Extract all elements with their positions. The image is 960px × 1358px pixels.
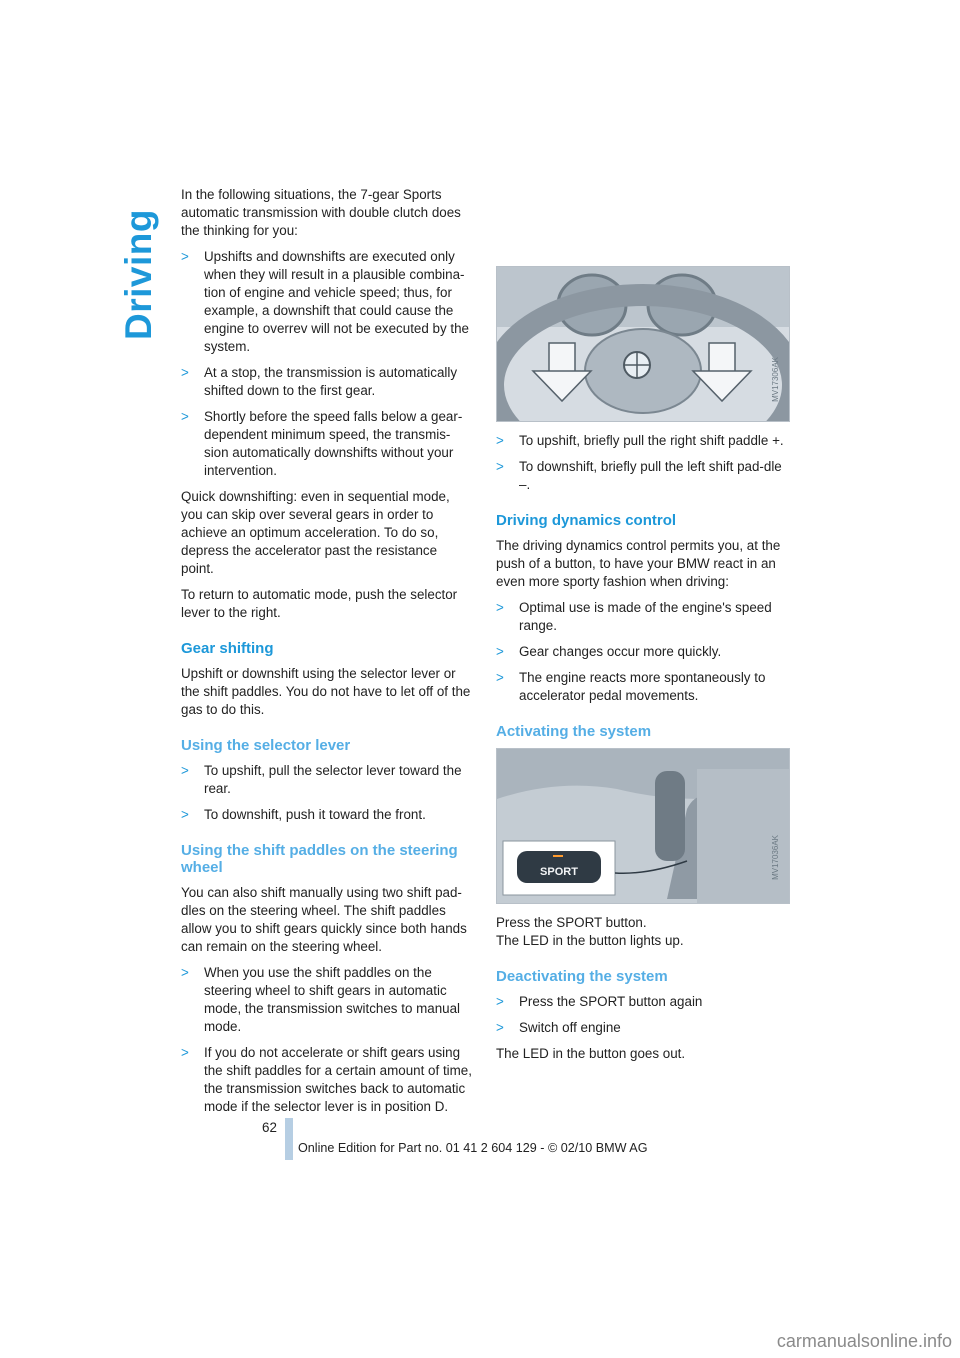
list-item: > To upshift, pull the selector lever toward the rear. [181, 763, 462, 796]
driving-dynamics-heading: Driving dynamics control [496, 512, 677, 529]
list-item: > To downshift, briefly pull the left shift pad-dle –. [496, 459, 782, 492]
sport-label: SPORT [540, 866, 578, 878]
led-off-text: The LED in the button goes out. [496, 1046, 686, 1061]
bullet-marker: > [496, 670, 504, 685]
image-code: MV17306AK [771, 357, 780, 402]
activating-heading: Activating the system [496, 723, 652, 740]
return-auto-paragraph: To return to automatic mode, push the selector lever to the right. [181, 587, 458, 620]
list-item: > Switch off engine [496, 1020, 621, 1035]
watermark: carmanualsonline.info [776, 1331, 952, 1351]
led-on-text: The LED in the button lights up. [496, 933, 684, 948]
section-title-text: Driving [118, 209, 159, 340]
list-item: > If you do not accelerate or shift gears using the shift paddles for a certain amount of time, the transmission switches back to automatic mode if the selector lever is in position D. [181, 1045, 472, 1114]
section-title [112, 209, 159, 340]
selector-lever-heading: Using the selector lever [181, 737, 351, 754]
list-item: > Optimal use is made of the engine's speed range. [496, 600, 772, 633]
list-item: > Shortly before the speed falls below a gear-dependent minimum speed, the transmis-sion automatically downshifts without your intervention. [181, 409, 463, 478]
quick-downshift-paragraph: Quick downshifting: even in sequential mode, you can skip over several gears in order to achieve an optimum acceleration. To do so, depress the accelerator past the resistance point. [181, 489, 450, 576]
bullet-marker: > [496, 994, 504, 1009]
driving-dynamics-paragraph: The driving dynamics control permits you, at the push of a button, to have your BMW react in an even more sporty fashion when driving: [496, 538, 781, 589]
list-item: > Upshifts and downshifts are executed only when they will result in a plausible combina-tion of engine and vehicle speed; thus, for example, a downshift that could cause the engine to overrev will not be executed by the system. [181, 249, 470, 354]
shift-paddles-heading: Using the shift paddles on the steering wheel [181, 842, 458, 876]
list-item: > Press the SPORT button again [496, 994, 703, 1009]
bullet-marker: > [496, 1020, 504, 1035]
right-column [496, 222, 788, 1071]
left-column [181, 186, 473, 1124]
sport-button-image [496, 748, 790, 904]
bullet-marker: > [496, 600, 504, 615]
shift-paddles-paragraph: You can also shift manually using two shift pad-dles on the steering wheel. The shift paddles allow you to shift gears quickly since both hands can remain on the steering wheel. [181, 885, 467, 954]
page-number: 62 [262, 1120, 277, 1135]
image-code: MV17036AK [771, 835, 780, 880]
deactivating-heading: Deactivating the system [496, 968, 668, 985]
list-item: > At a stop, the transmission is automatically shifted down to the first gear. [181, 365, 458, 398]
intro-paragraph: In the following situations, the 7-gear Sports automatic transmission with double clutch does the thinking for you: [181, 187, 461, 238]
bullet-marker: > [496, 644, 504, 659]
gear-shifting-heading: Gear shifting [181, 640, 274, 657]
bullet-marker: > [181, 1045, 189, 1060]
bullet-marker: > [181, 763, 189, 778]
list-item: > The engine reacts more spontaneously to accelerator pedal movements. [496, 670, 766, 703]
list-item: > To upshift, briefly pull the right shift paddle +. [496, 433, 784, 448]
list-item: > Gear changes occur more quickly. [496, 644, 722, 659]
press-sport-text: Press the SPORT button. [496, 915, 647, 930]
footer-text: Online Edition for Part no. 01 41 2 604 129 - © 02/10 BMW AG [298, 1141, 648, 1155]
list-item: > To downshift, push it toward the front. [181, 807, 426, 822]
gear-shifting-paragraph: Upshift or downshift using the selector lever or the shift paddles. You do not have to let off of the gas to do this. [181, 666, 471, 717]
steering-wheel-illustration [497, 267, 789, 421]
bullet-marker: > [181, 249, 189, 264]
bullet-marker: > [181, 807, 189, 822]
sport-button-illustration [497, 749, 789, 903]
bullet-marker: > [181, 365, 189, 380]
steering-wheel-image [496, 266, 790, 422]
bullet-marker: > [181, 409, 189, 424]
bullet-marker: > [181, 965, 189, 980]
list-item: > When you use the shift paddles on the steering wheel to shift gears in automatic mode, the transmission switches to manual mode. [181, 965, 461, 1034]
footer-bar [285, 1118, 293, 1160]
bullet-marker: > [496, 459, 504, 474]
bullet-marker: > [496, 433, 504, 448]
